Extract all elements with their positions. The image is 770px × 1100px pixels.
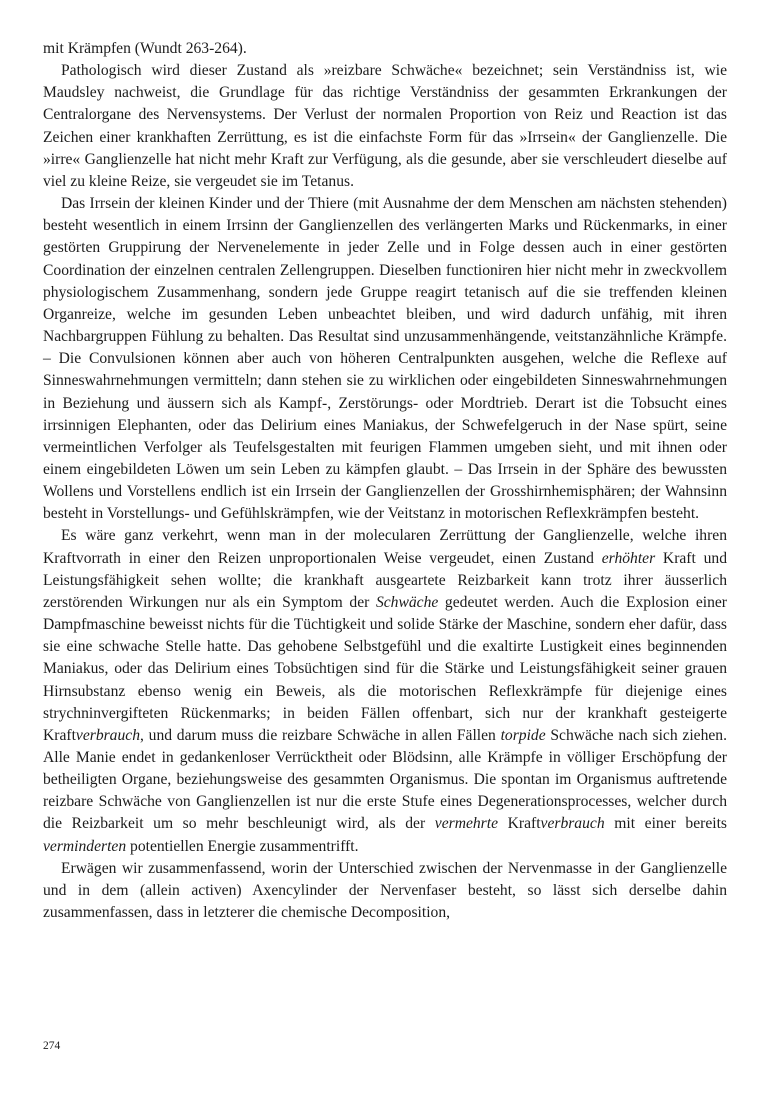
text-run: Kraft und Leistungsfähigkeit sehen wollte; die krankhaft ausgeartete Reizbarkeit kann trotz ihrer äusserlich zerstörenden Wirkungen nur als ein Symptom der	[43, 549, 727, 611]
text-run: Schwäche nach sich ziehen. Alle Manie endet in gedankenloser Verrücktheit oder Blödsinn, alle Krämpfe in völliger Erschöpfung der betheiligten Organe, beziehungsweise des gesammten Organismus. Die spontan im Organismus auftretende reizbare Schwäche von Ganglienzellen ist nur die erste Stufe eines Degenerationsprocesses, welcher durch die Reizbarkeit um so mehr beschleunigt wird, als der	[43, 726, 727, 833]
text-run: Kraft	[498, 815, 541, 833]
text-run: Pathologisch wird dieser Zustand als »reizbare Schwäche« bezeichnet; sein Verständniss ist, wie Maudsley nachweist, die Grundlage für das richtige Verständniss der gesammten Erkrankungen der Centralorgane des Nervensystems. Der Verlust der normalen Proportion von Reiz und Reaction ist das Zeichen einer krankhaften Zerrüttung, es ist die einfachste Form für das »Irrsein« der Ganglienzelle. Die »irre« Ganglienzelle hat nicht mehr Kraft zur Verfügung, als die gesunde, aber sie verschleudert dieselbe auf viel zu kleine Reize, sie vergeudet sie im Tetanus.	[43, 62, 727, 190]
text-run: mit Krämpfen (Wundt 263-264).	[43, 40, 247, 57]
text-run: Das Irrsein der kleinen Kinder und der Thiere (mit Ausnahme der dem Menschen am nächsten stehenden) besteht wesentlich in einem Irrsinn der Ganglienzellen des verlängerten Marks und Rückenmarks, in einer gestörten Gruppirung der Nervenelemente in jeder Zelle und in Folge dessen auch in einer gestörten Coordination der einzelnen centralen Zellengruppen. Dieselben functioniren hier nicht mehr in zweckvollem physiologischem Zusammenhang, sondern jede Gruppe reagirt tetanisch auf die sie treffenden kleinen Organreize, welche im gesunden Leben unbeachtet bleiben, und wird dadurch unfähig, mit ihren Nachbargruppen Fühlung zu behalten. Das Resultat sind unzusammenhängende, veitstanzähnliche Krämpfe. – Die Convulsionen können aber auch von höheren Centralpunkten ausgehen, welche die Reflexe auf Sinneswahrnehmungen vermitteln; dann stehen sie zu wirklichen oder eingebildeten Sinneswahrnehmungen in Beziehung und äussern sich als Kampf-, Zerstörungs- oder Mordtrieb. Derart ist die Tobsucht eines irrsinnigen Elephanten, oder das Delirium eines Maniakus, der Schwefelgeruch in der Nase spürt, seine vermeintlichen Verfolger als Teufelsgestalten mit feurigen Flammen umgeben sieht, und mit ihnen oder einem eingebildeten Löwen um sein Leben zu kämpfen glaubt. – Das Irrsein in der Sphäre des bewussten Wollens und Vorstellens endlich ist ein Irrsein der Ganglienzellen der Grosshirnhemisphären; der Wahnsinn besteht in Vorstellungs- und Gefühlskrämpfen, wie der Veitstanz in motorischen Reflexkrämpfen besteht.	[43, 195, 727, 523]
text-run: Erwägen wir zusammenfassend, worin der Unterschied zwischen der Nervenmasse in der Ganglienzelle und in dem (allein activen) Axencylinder der Nervenfaser besteht, so lässt sich derselbe dahin zusammenfassen, dass in letzterer die chemische Decomposition,	[43, 859, 727, 922]
page-number: 274	[43, 1040, 61, 1052]
italic-run: verbrauch	[540, 815, 605, 833]
paragraph	[43, 858, 727, 924]
italic-run: torpide	[500, 726, 546, 744]
italic-run: verbrauch	[75, 726, 140, 744]
text-run: Es wäre ganz verkehrt, wenn man in der molecularen Zerrüttung der Ganglienzelle, welche ihren Kraftvorrath in einer den Reizen unproportionalen Weise vergeudet, einen Zustand	[43, 527, 727, 567]
paragraph	[43, 525, 727, 857]
paragraph	[43, 38, 727, 60]
text-run: gedeutet werden. Auch die Explosion einer Dampfmaschine beweisst nichts für die Tüchtigkeit und solide Stärke der Maschine, sondern eher dafür, dass sie eine schwache Stelle hatte. Das gehobene Selbstgefühl und die exaltirte Lustigkeit eines beginnenden Maniakus, oder das Delirium eines Tobsüchtigen sind für die Stärke und Leistungsfähigkeit seiner grauen Hirnsubstanz ebenso wenig ein Beweis, als die motorischen Reflexkrämpfe für diejenige eines strychninvergifteten Rückenmarks; in beiden Fällen offenbart, sich nur der krankhaft gesteigerte Kraft	[43, 593, 727, 744]
italic-run: Schwäche	[375, 593, 439, 611]
paragraph	[43, 193, 727, 525]
italic-run: erhöhter	[601, 549, 656, 567]
text-run: mit einer bereits	[604, 815, 727, 833]
page-body	[43, 38, 727, 924]
text-run: , und darum muss die reizbare Schwäche in allen Fällen	[140, 726, 501, 744]
paragraph	[43, 60, 727, 193]
italic-run: vermehrte	[434, 815, 499, 833]
italic-run: verminderten	[43, 837, 127, 855]
text-run: potentiellen Energie zusammentrifft.	[126, 837, 359, 855]
